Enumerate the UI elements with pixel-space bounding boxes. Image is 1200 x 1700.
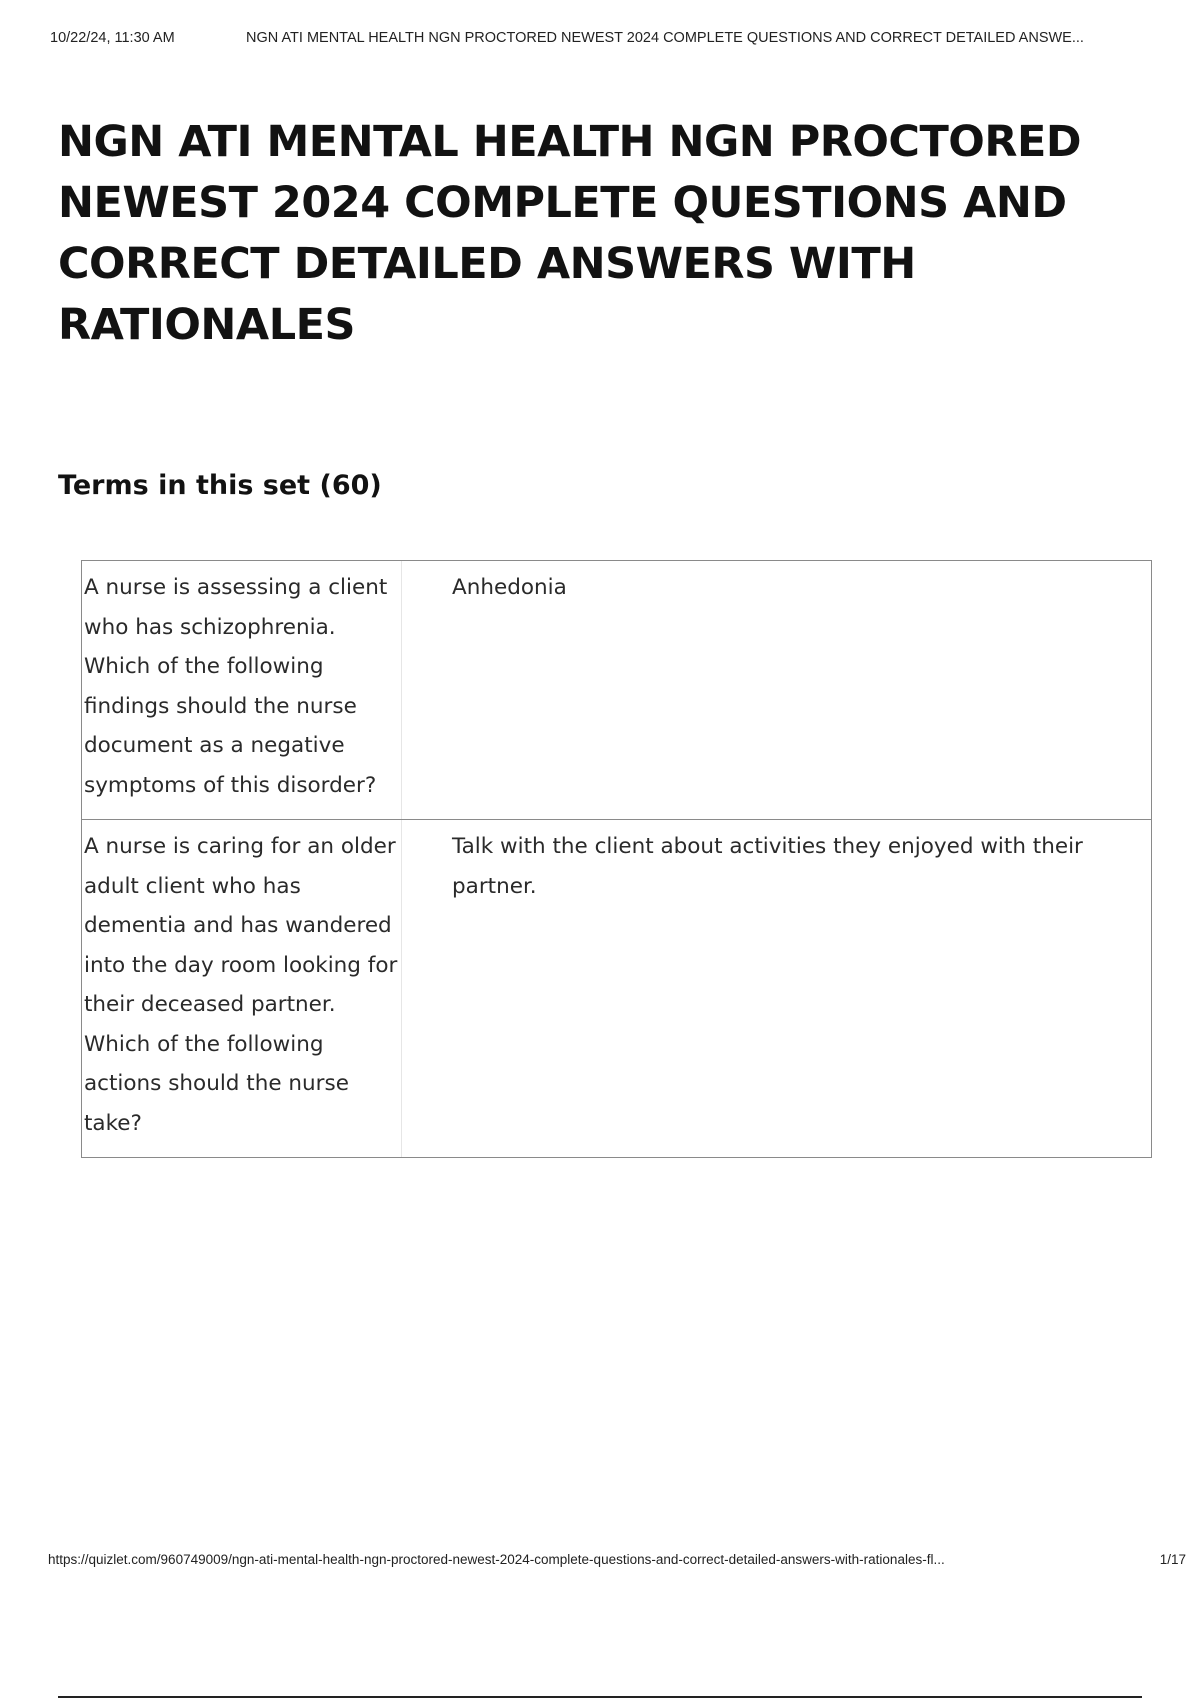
page-title: NGN ATI MENTAL HEALTH NGN PROCTORED NEWEST 2024 COMPLETE QUESTIONS AND CORRECT DETAILED ANSWERS WITH RATIONALES <box>58 117 1082 350</box>
definition-text: Anhedonia <box>452 575 567 600</box>
term-row <box>82 561 1151 819</box>
print-header-title: NGN ATI MENTAL HEALTH NGN PROCTORED NEWEST 2024 COMPLETE QUESTIONS AND CORRECT DETAILED ANSWE... <box>246 30 1084 46</box>
print-timestamp: 10/22/24, 11:30 AM <box>50 30 175 46</box>
print-header <box>50 30 1180 46</box>
terms-set-heading: Terms in this set (60) <box>58 470 382 501</box>
term-text: A nurse is assessing a client who has schizophrenia. Which of the following findings should the nurse document as a negative symptoms of this disorder? <box>82 561 402 819</box>
term-row <box>82 819 1151 1157</box>
page-number: 1/17 <box>1159 1552 1186 1567</box>
definition-text: Talk with the client about activities they enjoyed with their partner. <box>452 834 1083 899</box>
page-url: https://quizlet.com/960749009/ngn-ati-mental-health-ngn-proctored-newest-2024-complete-questions-and-correct-detailed-answers-with-rationales-fl... <box>48 1552 945 1567</box>
print-footer <box>48 1552 1186 1567</box>
terms-table <box>81 560 1152 1158</box>
term-text: A nurse is caring for an older adult client who has dementia and has wandered into the day room looking for their deceased partner. Which of the following actions should the nurse take? <box>82 820 402 1157</box>
page-divider <box>58 1696 1142 1698</box>
